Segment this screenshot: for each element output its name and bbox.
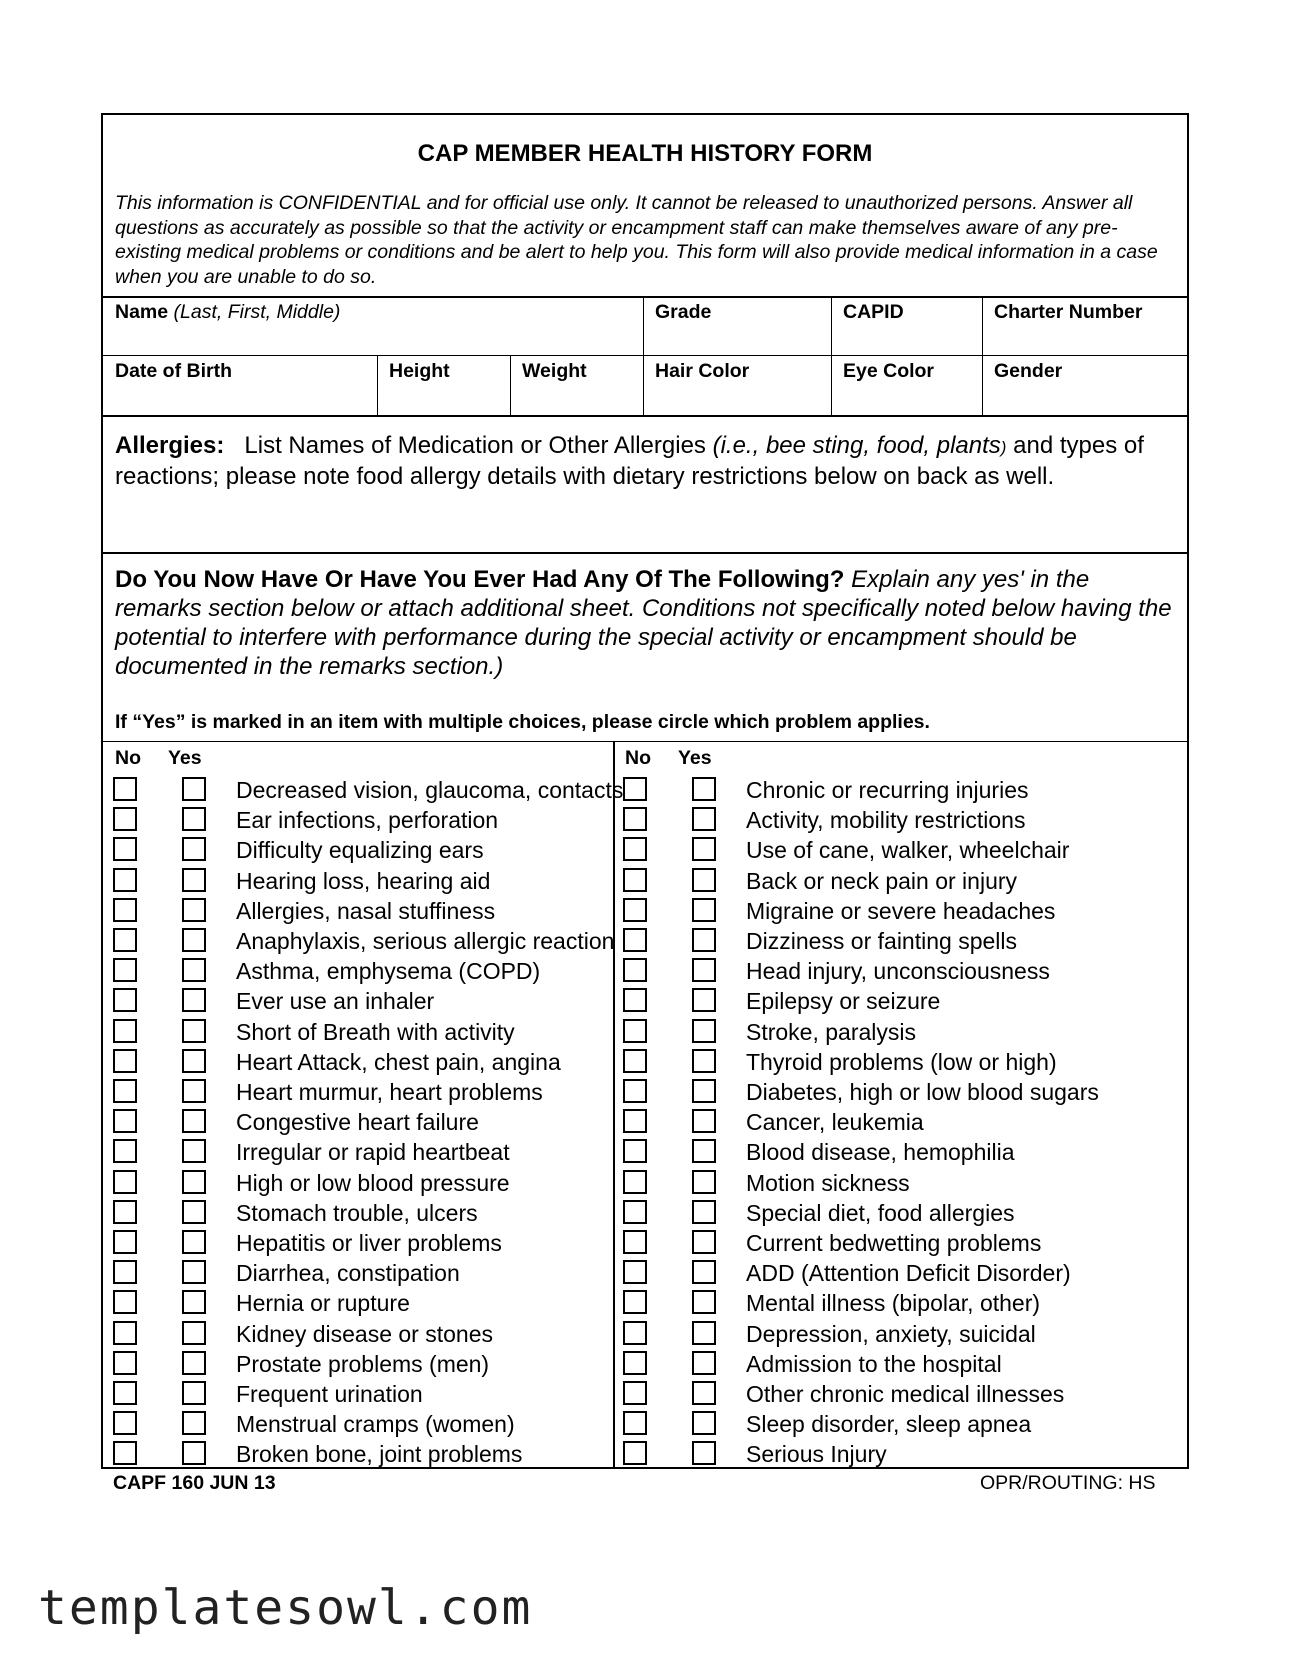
no-checkbox[interactable] [623,1019,647,1043]
no-checkbox[interactable] [113,1441,137,1465]
no-checkbox[interactable] [113,837,137,861]
yes-checkbox[interactable] [182,777,206,801]
no-checkbox[interactable] [113,958,137,982]
yes-checkbox[interactable] [692,1170,716,1194]
yes-checkbox[interactable] [182,837,206,861]
yes-checkbox[interactable] [692,1049,716,1073]
hair-color-field[interactable]: Hair Color [655,360,750,382]
condition-label: Hearing loss, hearing aid [236,867,491,894]
condition-row [623,1319,1113,1349]
condition-row [113,1258,603,1288]
condition-label: Thyroid problems (low or high) [746,1048,1057,1075]
condition-label: Migraine or severe headaches [746,897,1056,924]
condition-label: Head injury, unconsciousness [746,958,1050,985]
condition-row [623,1409,1113,1439]
no-checkbox[interactable] [623,1230,647,1254]
name-label: Name [115,301,169,323]
divider [377,355,378,415]
condition-row [113,1228,603,1258]
condition-label: Cancer, leukemia [746,1109,924,1136]
no-column-header: No [625,747,651,769]
condition-row [623,1379,1113,1409]
condition-label: Difficulty equalizing ears [236,837,484,864]
question-heading: Do You Now Have Or Have You Ever Had Any Of The Following? [115,566,845,593]
condition-label: Back or neck pain or injury [746,867,1018,894]
condition-row [113,926,615,956]
no-checkbox[interactable] [623,958,647,982]
yes-checkbox[interactable] [182,807,206,831]
yes-checkbox[interactable] [692,1230,716,1254]
divider [103,296,1187,298]
no-checkbox[interactable] [623,1109,647,1133]
condition-row [113,1137,603,1167]
name-hint: (Last, First, Middle) [173,301,341,323]
condition-label: Heart murmur, heart problems [236,1079,543,1105]
no-checkbox[interactable] [113,1109,137,1133]
yes-checkbox[interactable] [182,868,206,892]
condition-row [623,775,1113,805]
condition-row [623,1258,1113,1288]
yes-checkbox[interactable] [182,1139,206,1163]
condition-row [113,1107,603,1137]
condition-row [113,1077,603,1107]
no-checkbox[interactable] [113,988,137,1012]
no-checkbox[interactable] [113,1170,137,1194]
condition-row [113,1349,603,1379]
charter-number-field[interactable]: Charter Number [994,301,1143,323]
divider [831,296,832,415]
condition-row [113,1168,603,1198]
yes-checkbox[interactable] [182,1230,206,1254]
gender-field[interactable]: Gender [994,360,1063,382]
condition-label: Asthma, emphysema (COPD) [236,958,541,985]
grade-field[interactable]: Grade [655,301,712,323]
condition-row [113,1198,603,1228]
condition-label: Kidney disease or stones [236,1320,493,1347]
condition-row [623,1137,1113,1167]
divider [643,296,644,415]
allergies-instruction: List Names of Medication or Other Allergies [244,432,706,459]
condition-label: Hepatitis or liver problems [236,1230,502,1256]
yes-checkbox[interactable] [182,1290,206,1314]
condition-label: Depression, anxiety, suicidal [746,1320,1036,1347]
yes-checkbox[interactable] [692,837,716,861]
condition-label: Stomach trouble, ulcers [236,1199,478,1226]
divider [982,296,983,415]
condition-row [113,986,603,1016]
condition-label: Ever use an inhaler [236,988,435,1015]
condition-label: ADD (Attention Deficit Disorder) [746,1260,1071,1287]
no-checkbox[interactable] [623,1351,647,1375]
no-checkbox[interactable] [623,988,647,1012]
yes-checkbox[interactable] [692,1109,716,1133]
condition-label: Irregular or rapid heartbeat [236,1139,510,1166]
condition-row [623,1077,1113,1107]
yes-checkbox[interactable] [182,1049,206,1073]
condition-label: Ear infections, perforation [236,807,499,834]
condition-row [623,956,1113,986]
no-checkbox[interactable] [623,1411,647,1435]
condition-label: Short of Breath with activity [236,1018,515,1045]
form-title: CAP MEMBER HEALTH HISTORY FORM [417,140,873,167]
condition-label: Current bedwetting problems [746,1230,1042,1256]
condition-label: Dizziness or fainting spells [746,928,1018,954]
no-checkbox[interactable] [623,1260,647,1284]
yes-checkbox[interactable] [182,1079,206,1103]
condition-label: Serious Injury [746,1441,887,1468]
yes-checkbox[interactable] [692,777,716,801]
condition-label: Other chronic medical illnesses [746,1381,1065,1407]
yes-checkbox[interactable] [692,988,716,1012]
condition-row [113,866,603,896]
allergies-label: Allergies: [115,432,225,459]
yes-checkbox[interactable] [182,1260,206,1284]
yes-checkbox[interactable] [182,1170,206,1194]
no-checkbox[interactable] [113,1351,137,1375]
condition-label: Stroke, paralysis [746,1018,917,1045]
yes-checkbox[interactable] [692,1381,716,1405]
yes-checkbox[interactable] [692,958,716,982]
no-checkbox[interactable] [113,807,137,831]
no-checkbox[interactable] [113,1139,137,1163]
condition-label: Prostate problems (men) [236,1350,490,1377]
allergies-instruction-2: and types of reactions; please note food allergy details with dietary restrictions below on back as well. [115,432,1144,490]
condition-row [623,805,1113,835]
condition-row [623,1439,1113,1469]
form-id: CAPF 160 JUN 13 [113,1472,276,1494]
yes-checkbox[interactable] [182,898,206,922]
condition-label: Menstrual cramps (women) [236,1411,515,1438]
yes-column-header: Yes [678,747,712,769]
condition-row [623,866,1113,896]
condition-row [113,1319,603,1349]
yes-checkbox[interactable] [692,1079,716,1103]
no-checkbox[interactable] [113,868,137,892]
no-checkbox[interactable] [113,1290,137,1314]
condition-label: Decreased vision, glaucoma, contacts [236,777,624,803]
condition-row [623,835,1113,865]
condition-row [623,1198,1113,1228]
no-checkbox[interactable] [113,1230,137,1254]
height-field[interactable]: Height [389,360,450,382]
no-checkbox[interactable] [623,1321,647,1345]
no-checkbox[interactable] [623,1079,647,1103]
no-checkbox[interactable] [623,1170,647,1194]
no-checkbox[interactable] [623,1290,647,1314]
condition-row [113,1017,603,1047]
condition-row [113,775,624,805]
yes-checkbox[interactable] [692,1290,716,1314]
condition-label: Hernia or rupture [236,1290,410,1317]
yes-checkbox[interactable] [692,807,716,831]
condition-row [623,986,1113,1016]
yes-checkbox[interactable] [182,1411,206,1435]
condition-row [623,896,1113,926]
condition-label: Use of cane, walker, wheelchair [746,837,1070,864]
name-field[interactable] [115,301,340,324]
yes-checkbox[interactable] [692,1260,716,1284]
no-checkbox[interactable] [623,777,647,801]
no-checkbox[interactable] [113,1260,137,1284]
no-checkbox[interactable] [623,807,647,831]
condition-label: Congestive heart failure [236,1109,479,1136]
yes-checkbox[interactable] [182,1381,206,1405]
yes-column-header: Yes [168,747,202,769]
divider [103,741,1187,742]
yes-checkbox[interactable] [692,1441,716,1465]
column-divider [613,741,615,1469]
no-checkbox[interactable] [623,928,647,952]
condition-label: Epilepsy or seizure [746,988,941,1015]
condition-row [623,1047,1113,1077]
condition-label: Sleep disorder, sleep apnea [746,1411,1032,1438]
condition-label: Diarrhea, constipation [236,1260,460,1287]
allergies-section[interactable] [115,431,1180,491]
no-checkbox[interactable] [623,1441,647,1465]
condition-label: Admission to the hospital [746,1350,1002,1377]
condition-label: Heart Attack, chest pain, angina [236,1048,561,1075]
question-explanation: Explain any yes' in the remarks section below or attach additional sheet. Conditions not specifically noted below having the potential to interfere with performance during the special activity or encampment should be documented in the remarks section.) [115,566,1172,680]
allergies-paren: ) [1000,438,1007,457]
no-checkbox[interactable] [113,1200,137,1224]
weight-field[interactable]: Weight [522,360,587,382]
yes-checkbox[interactable] [182,1441,206,1465]
condition-row [623,1017,1113,1047]
no-checkbox[interactable] [623,898,647,922]
divider [103,552,1187,554]
condition-label: Allergies, nasal stuffiness [236,897,496,924]
condition-row [113,805,603,835]
no-checkbox[interactable] [113,1079,137,1103]
no-checkbox[interactable] [623,868,647,892]
no-checkbox[interactable] [113,1381,137,1405]
condition-label: Special diet, food allergies [746,1199,1015,1226]
confidentiality-notice: This information is CONFIDENTIAL and for official use only. It cannot be released to unauthorized persons. Answer all questions as accurately as possible so that the activity or encampment staff can make themselves aware of any pre-existing medical problems or conditions and be alert to help you. This form will also provide medical information in a case when you are unable to do so. [115,192,1158,288]
condition-row [113,835,603,865]
yes-checkbox[interactable] [692,898,716,922]
yes-checkbox[interactable] [692,1351,716,1375]
yes-checkbox[interactable] [692,1019,716,1043]
yes-checkbox[interactable] [182,958,206,982]
condition-label: Motion sickness [746,1169,910,1196]
condition-row [113,1409,603,1439]
no-checkbox[interactable] [113,898,137,922]
condition-label: Activity, mobility restrictions [746,807,1026,834]
condition-label: Anaphylaxis, serious allergic reaction [236,928,615,954]
eye-color-field[interactable]: Eye Color [843,360,935,382]
no-checkbox[interactable] [623,1139,647,1163]
condition-row [623,926,1113,956]
yes-checkbox[interactable] [692,1411,716,1435]
yes-checkbox[interactable] [692,1321,716,1345]
health-history-form [101,113,1189,1469]
condition-row [113,1439,603,1469]
yes-checkbox[interactable] [182,1200,206,1224]
no-column-header: No [115,747,141,769]
multiple-choice-note: If “Yes” is marked in an item with multiple choices, please circle which problem applies. [115,711,930,733]
no-checkbox[interactable] [623,837,647,861]
condition-row [113,1379,603,1409]
yes-checkbox[interactable] [182,988,206,1012]
yes-checkbox[interactable] [182,1109,206,1133]
condition-label: Frequent urination [236,1381,423,1407]
condition-label: High or low blood pressure [236,1169,510,1196]
condition-label: Diabetes, high or low blood sugars [746,1079,1099,1105]
yes-checkbox[interactable] [182,1321,206,1345]
no-checkbox[interactable] [623,1049,647,1073]
condition-row [113,1047,603,1077]
no-checkbox[interactable] [623,1200,647,1224]
yes-checkbox[interactable] [692,928,716,952]
date-of-birth-field[interactable]: Date of Birth [115,360,232,382]
condition-row [113,1288,603,1318]
capid-field[interactable]: CAPID [843,301,904,323]
divider [103,415,1187,417]
yes-checkbox[interactable] [182,928,206,952]
routing-code: OPR/ROUTING: HS [980,1472,1156,1494]
no-checkbox[interactable] [113,1411,137,1435]
condition-row [113,956,603,986]
condition-row [623,1107,1113,1137]
condition-row [623,1228,1113,1258]
yes-checkbox[interactable] [692,1200,716,1224]
divider [103,355,1187,356]
condition-row [623,1288,1113,1318]
condition-row [623,1349,1113,1379]
yes-checkbox[interactable] [182,1351,206,1375]
condition-row [623,1168,1113,1198]
conditions-question [115,565,1180,681]
no-checkbox[interactable] [113,777,137,801]
no-checkbox[interactable] [623,1381,647,1405]
yes-checkbox[interactable] [692,1139,716,1163]
condition-label: Mental illness (bipolar, other) [746,1290,1041,1317]
no-checkbox[interactable] [113,1049,137,1073]
condition-label: Chronic or recurring injuries [746,777,1029,803]
yes-checkbox[interactable] [182,1019,206,1043]
condition-label: Broken bone, joint problems [236,1441,523,1468]
no-checkbox[interactable] [113,1019,137,1043]
condition-label: Blood disease, hemophilia [746,1139,1015,1166]
no-checkbox[interactable] [113,1321,137,1345]
condition-row [113,896,603,926]
yes-checkbox[interactable] [692,868,716,892]
watermark: templatesowl.com [38,1580,533,1636]
no-checkbox[interactable] [113,928,137,952]
divider [510,355,511,415]
allergies-examples: (i.e., bee sting, food, plants [712,432,1001,459]
